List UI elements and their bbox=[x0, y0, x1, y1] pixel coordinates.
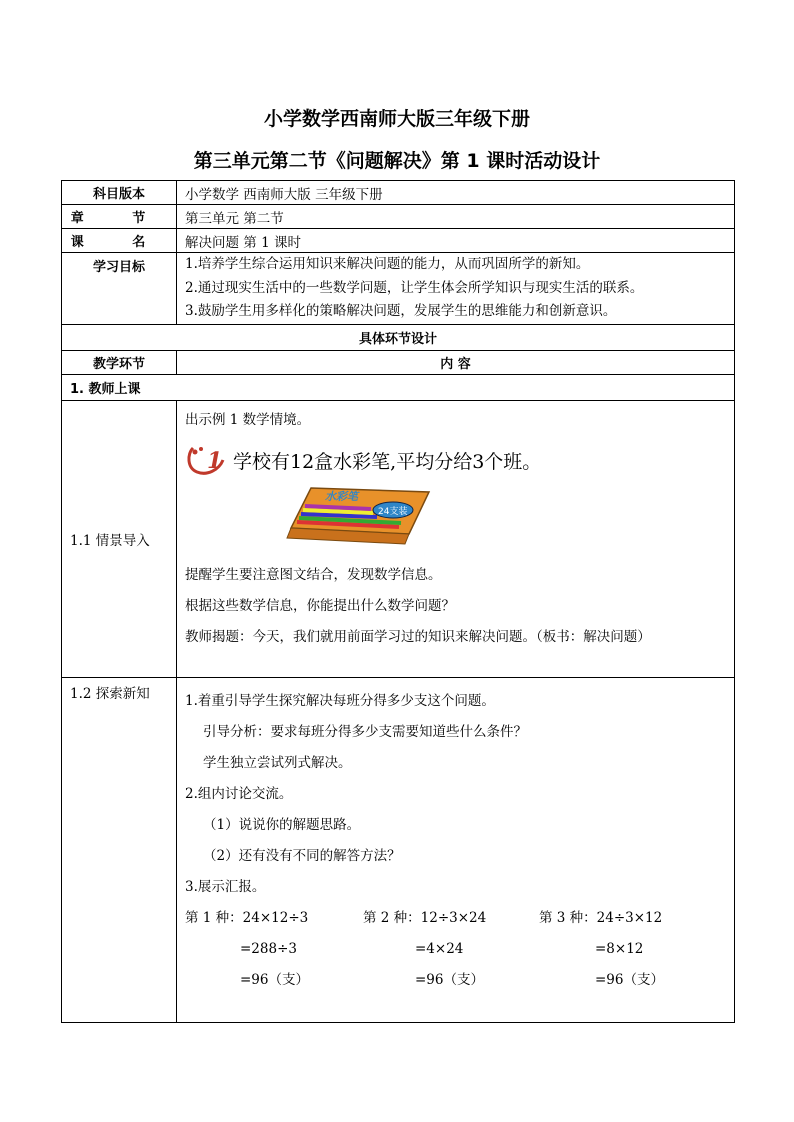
method2-step3: =96（支） bbox=[415, 971, 484, 988]
example-number-icon bbox=[185, 444, 229, 478]
s12-line5: （1）说说你的解题思路。 bbox=[203, 816, 361, 833]
method3-step3: =96（支） bbox=[595, 971, 664, 988]
method3-step1: 第 3 种：24÷3×12 bbox=[539, 909, 663, 926]
s11-content bbox=[177, 400, 735, 677]
lesson-value: 解决问题 第 1 课时 bbox=[177, 229, 735, 253]
row-design-heading bbox=[62, 324, 735, 350]
s12-label: 1.2 探索新知 bbox=[62, 677, 177, 1022]
row-goals bbox=[62, 253, 735, 325]
method2-step2: =4×24 bbox=[415, 940, 464, 957]
chapter-label: 章 节 bbox=[62, 205, 177, 229]
lesson-table bbox=[61, 180, 735, 1023]
goals-label: 学习目标 bbox=[62, 253, 177, 325]
calc-row-1 bbox=[185, 903, 726, 934]
method3-step2: =8×12 bbox=[595, 940, 644, 957]
row-lesson bbox=[62, 229, 735, 253]
example-text: 学校有12盒水彩笔,平均分给3个班。 bbox=[233, 451, 542, 473]
crayon-box-picture bbox=[281, 482, 441, 552]
s12-line7: 3.展示汇报。 bbox=[185, 878, 266, 895]
design-heading: 具体环节设计 bbox=[62, 324, 735, 350]
method1-step1: 第 1 种：24×12÷3 bbox=[185, 909, 309, 926]
method1-step3: =96（支） bbox=[240, 971, 309, 988]
box-title: 水彩笔 bbox=[325, 489, 358, 503]
method1-step2: =288÷3 bbox=[240, 940, 297, 957]
calc-row-2 bbox=[185, 934, 726, 965]
goal-item: 2.通过现实生活中的一些数学问题，让学生体会所学知识与现实生活的联系。 bbox=[185, 279, 644, 296]
subject-value: 小学数学 西南师大版 三年级下册 bbox=[177, 181, 735, 205]
lesson-label: 课 名 bbox=[62, 229, 177, 253]
calc-row-3 bbox=[185, 965, 726, 996]
row-s11 bbox=[62, 400, 735, 677]
box-count: 24支装 bbox=[378, 506, 408, 517]
s11-p1: 提醒学生要注意图文结合，发现数学信息。 bbox=[185, 566, 442, 583]
s12-content bbox=[177, 677, 735, 1022]
col-content-header: 内 容 bbox=[177, 350, 735, 374]
col-stage-header: 教学环节 bbox=[62, 350, 177, 374]
s12-line3: 学生独立尝试列式解决。 bbox=[203, 754, 352, 771]
row-subject bbox=[62, 181, 735, 205]
row-chapter bbox=[62, 205, 735, 229]
example-number: 1 bbox=[207, 447, 223, 474]
crayon-box-image bbox=[185, 482, 726, 560]
page-title: 小学数学西南师大版三年级下册 bbox=[263, 108, 530, 130]
goals-list bbox=[177, 253, 735, 325]
s12-line4: 2.组内讨论交流。 bbox=[185, 785, 293, 802]
s11-p2: 根据这些数学信息，你能提出什么数学问题？ bbox=[185, 597, 455, 614]
section1-heading: 1. 教师上课 bbox=[62, 374, 735, 400]
row-section1 bbox=[62, 374, 735, 400]
s12-line2: 引导分析：要求每班分得多少支需要知道些什么条件？ bbox=[203, 723, 527, 740]
s12-line1: 1.着重引导学生探究解决每班分得多少支这个问题。 bbox=[185, 692, 495, 709]
page-subtitle: 第三单元第二节《问题解决》第 1 课时活动设计 bbox=[193, 150, 601, 172]
example-line bbox=[185, 440, 726, 482]
goal-item: 1.培养学生综合运用知识来解决问题的能力，从而巩固所学的新知。 bbox=[185, 256, 590, 272]
s12-line6: （2）还有没有不同的解答方法？ bbox=[203, 847, 401, 864]
row-s12 bbox=[62, 677, 735, 1022]
subject-label: 科目版本 bbox=[62, 181, 177, 205]
s11-label: 1.1 情景导入 bbox=[62, 400, 177, 677]
goal-item: 3.鼓励学生用多样化的策略解决问题，发展学生的思维能力和创新意识。 bbox=[185, 303, 617, 319]
row-columns bbox=[62, 350, 735, 374]
s11-intro: 出示例 1 数学情境。 bbox=[185, 411, 311, 428]
chapter-value: 第三单元 第二节 bbox=[177, 205, 735, 229]
method2-step1: 第 2 种：12÷3×24 bbox=[363, 909, 487, 926]
s11-p3: 教师揭题：今天，我们就用前面学习过的知识来解决问题。（板书：解决问题） bbox=[185, 628, 651, 645]
